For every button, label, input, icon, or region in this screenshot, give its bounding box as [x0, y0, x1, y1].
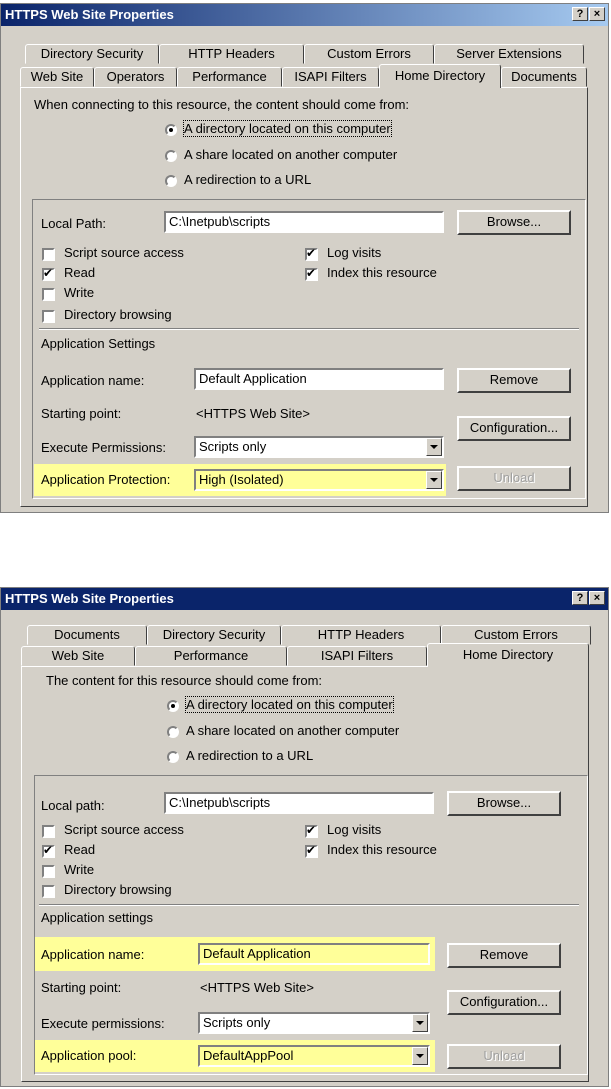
- tab-performance[interactable]: Performance: [177, 67, 282, 87]
- tab-directory-security[interactable]: Directory Security: [25, 44, 159, 64]
- execute-permissions-label: Execute permissions:: [41, 1016, 165, 1031]
- log-visits-label[interactable]: Log visits: [327, 245, 382, 260]
- unload-button[interactable]: Unload: [447, 1044, 561, 1069]
- execute-permissions-value: Scripts only: [203, 1015, 271, 1030]
- close-icon[interactable]: ×: [589, 7, 605, 21]
- application-pool-select[interactable]: [198, 1045, 430, 1067]
- index-resource-label[interactable]: Index this resource: [327, 265, 437, 280]
- starting-point-value: <HTTPS Web Site>: [200, 980, 314, 995]
- radio-label-network-share[interactable]: A share located on another computer: [186, 723, 400, 738]
- tab-http-headers[interactable]: HTTP Headers: [281, 625, 441, 645]
- tab-documents[interactable]: Documents: [501, 67, 587, 87]
- directory-browsing-checkbox[interactable]: [42, 310, 55, 323]
- local-path-label: Local Path:: [41, 216, 107, 231]
- directory-browsing-label[interactable]: Directory browsing: [64, 307, 172, 322]
- application-name-input[interactable]: Default Application: [194, 368, 444, 390]
- script-source-access-label[interactable]: Script source access: [64, 822, 184, 837]
- help-icon[interactable]: ?: [572, 7, 588, 21]
- log-visits-label[interactable]: Log visits: [327, 822, 382, 837]
- read-checkbox[interactable]: [42, 268, 55, 281]
- radio-label-local-directory[interactable]: A directory located on this computer: [186, 697, 393, 712]
- tab-operators[interactable]: Operators: [94, 67, 177, 87]
- execute-permissions-label: Execute Permissions:: [41, 440, 166, 455]
- index-resource-checkbox[interactable]: [305, 845, 318, 858]
- script-source-access-checkbox[interactable]: [42, 825, 55, 838]
- chevron-down-icon[interactable]: [426, 471, 442, 489]
- tab-isapi-filters[interactable]: ISAPI Filters: [287, 646, 427, 666]
- tab-directory-security[interactable]: Directory Security: [147, 625, 281, 645]
- application-pool-value: DefaultAppPool: [203, 1048, 294, 1063]
- radio-label-network-share[interactable]: A share located on another computer: [184, 147, 398, 162]
- application-protection-label: Application Protection:: [41, 472, 171, 487]
- tab-custom-errors[interactable]: Custom Errors: [304, 44, 434, 64]
- tab-web-site[interactable]: Web Site: [20, 67, 94, 87]
- properties-dialog-iis5: [0, 3, 609, 513]
- chevron-down-icon[interactable]: [412, 1014, 428, 1032]
- tab-http-headers[interactable]: HTTP Headers: [159, 44, 304, 64]
- application-name-input[interactable]: Default Application: [198, 943, 430, 965]
- browse-button[interactable]: Browse...: [447, 791, 561, 816]
- tab-isapi-filters[interactable]: ISAPI Filters: [282, 67, 379, 87]
- write-checkbox[interactable]: [42, 288, 55, 301]
- script-source-access-label[interactable]: Script source access: [64, 245, 184, 260]
- directory-browsing-label[interactable]: Directory browsing: [64, 882, 172, 897]
- chevron-down-icon[interactable]: [412, 1047, 428, 1065]
- dialog-title: HTTPS Web Site Properties: [5, 7, 174, 22]
- tab-home-directory[interactable]: Home Directory: [427, 643, 589, 667]
- source-prompt: The content for this resource should come from:: [46, 673, 323, 688]
- title-bar: [1, 4, 608, 26]
- radio-url-redirection[interactable]: [167, 751, 179, 763]
- starting-point-value: <HTTPS Web Site>: [196, 406, 310, 421]
- write-label[interactable]: Write: [64, 862, 95, 877]
- chevron-down-icon[interactable]: [426, 438, 442, 456]
- application-settings-heading: Application settings: [41, 910, 154, 925]
- application-settings-heading: Application Settings: [41, 336, 156, 351]
- log-visits-checkbox[interactable]: [305, 248, 318, 261]
- properties-dialog-iis6: [0, 587, 609, 1087]
- write-label[interactable]: Write: [64, 285, 95, 300]
- script-source-access-checkbox[interactable]: [42, 248, 55, 261]
- tab-server-extensions[interactable]: Server Extensions: [434, 44, 584, 64]
- title-bar: [1, 588, 608, 610]
- close-icon[interactable]: ×: [589, 591, 605, 605]
- execute-permissions-select[interactable]: [194, 436, 444, 458]
- section-divider: [39, 904, 579, 906]
- unload-button[interactable]: Unload: [457, 466, 571, 491]
- index-resource-label[interactable]: Index this resource: [327, 842, 437, 857]
- dialog-title: HTTPS Web Site Properties: [5, 591, 174, 606]
- application-name-label: Application name:: [41, 947, 145, 962]
- tab-web-site[interactable]: Web Site: [21, 646, 135, 666]
- remove-button[interactable]: Remove: [457, 368, 571, 393]
- execute-permissions-select[interactable]: [198, 1012, 430, 1034]
- application-pool-label: Application pool:: [41, 1048, 137, 1063]
- radio-url-redirection[interactable]: [165, 175, 177, 187]
- application-protection-select[interactable]: [194, 469, 444, 491]
- local-path-input[interactable]: C:\Inetpub\scripts: [164, 792, 434, 814]
- radio-local-directory[interactable]: [167, 700, 179, 712]
- browse-button[interactable]: Browse...: [457, 210, 571, 235]
- tab-performance[interactable]: Performance: [135, 646, 287, 666]
- log-visits-checkbox[interactable]: [305, 825, 318, 838]
- radio-label-url-redirection[interactable]: A redirection to a URL: [184, 172, 312, 187]
- application-name-label: Application name:: [41, 373, 145, 388]
- tab-custom-errors[interactable]: Custom Errors: [441, 625, 591, 645]
- directory-browsing-checkbox[interactable]: [42, 885, 55, 898]
- tab-documents[interactable]: Documents: [27, 625, 147, 645]
- radio-network-share[interactable]: [165, 150, 177, 162]
- local-path-input[interactable]: C:\Inetpub\scripts: [164, 211, 444, 233]
- index-resource-checkbox[interactable]: [305, 268, 318, 281]
- section-divider: [39, 328, 579, 330]
- read-label[interactable]: Read: [64, 265, 96, 280]
- write-checkbox[interactable]: [42, 865, 55, 878]
- help-icon[interactable]: ?: [572, 591, 588, 605]
- read-label[interactable]: Read: [64, 842, 96, 857]
- radio-local-directory[interactable]: [165, 124, 177, 136]
- radio-label-url-redirection[interactable]: A redirection to a URL: [186, 748, 314, 763]
- read-checkbox[interactable]: [42, 845, 55, 858]
- source-prompt: When connecting to this resource, the content should come from:: [34, 97, 410, 112]
- execute-permissions-value: Scripts only: [199, 439, 267, 454]
- starting-point-label: Starting point:: [41, 406, 122, 421]
- radio-label-local-directory[interactable]: A directory located on this computer: [184, 121, 391, 136]
- radio-network-share[interactable]: [167, 726, 179, 738]
- tab-home-directory[interactable]: Home Directory: [379, 64, 501, 88]
- application-protection-value: High (Isolated): [199, 472, 284, 487]
- configuration-button[interactable]: Configuration...: [447, 990, 561, 1015]
- starting-point-label: Starting point:: [41, 980, 122, 995]
- configuration-button[interactable]: Configuration...: [457, 416, 571, 441]
- local-path-label: Local path:: [41, 798, 105, 813]
- remove-button[interactable]: Remove: [447, 943, 561, 968]
